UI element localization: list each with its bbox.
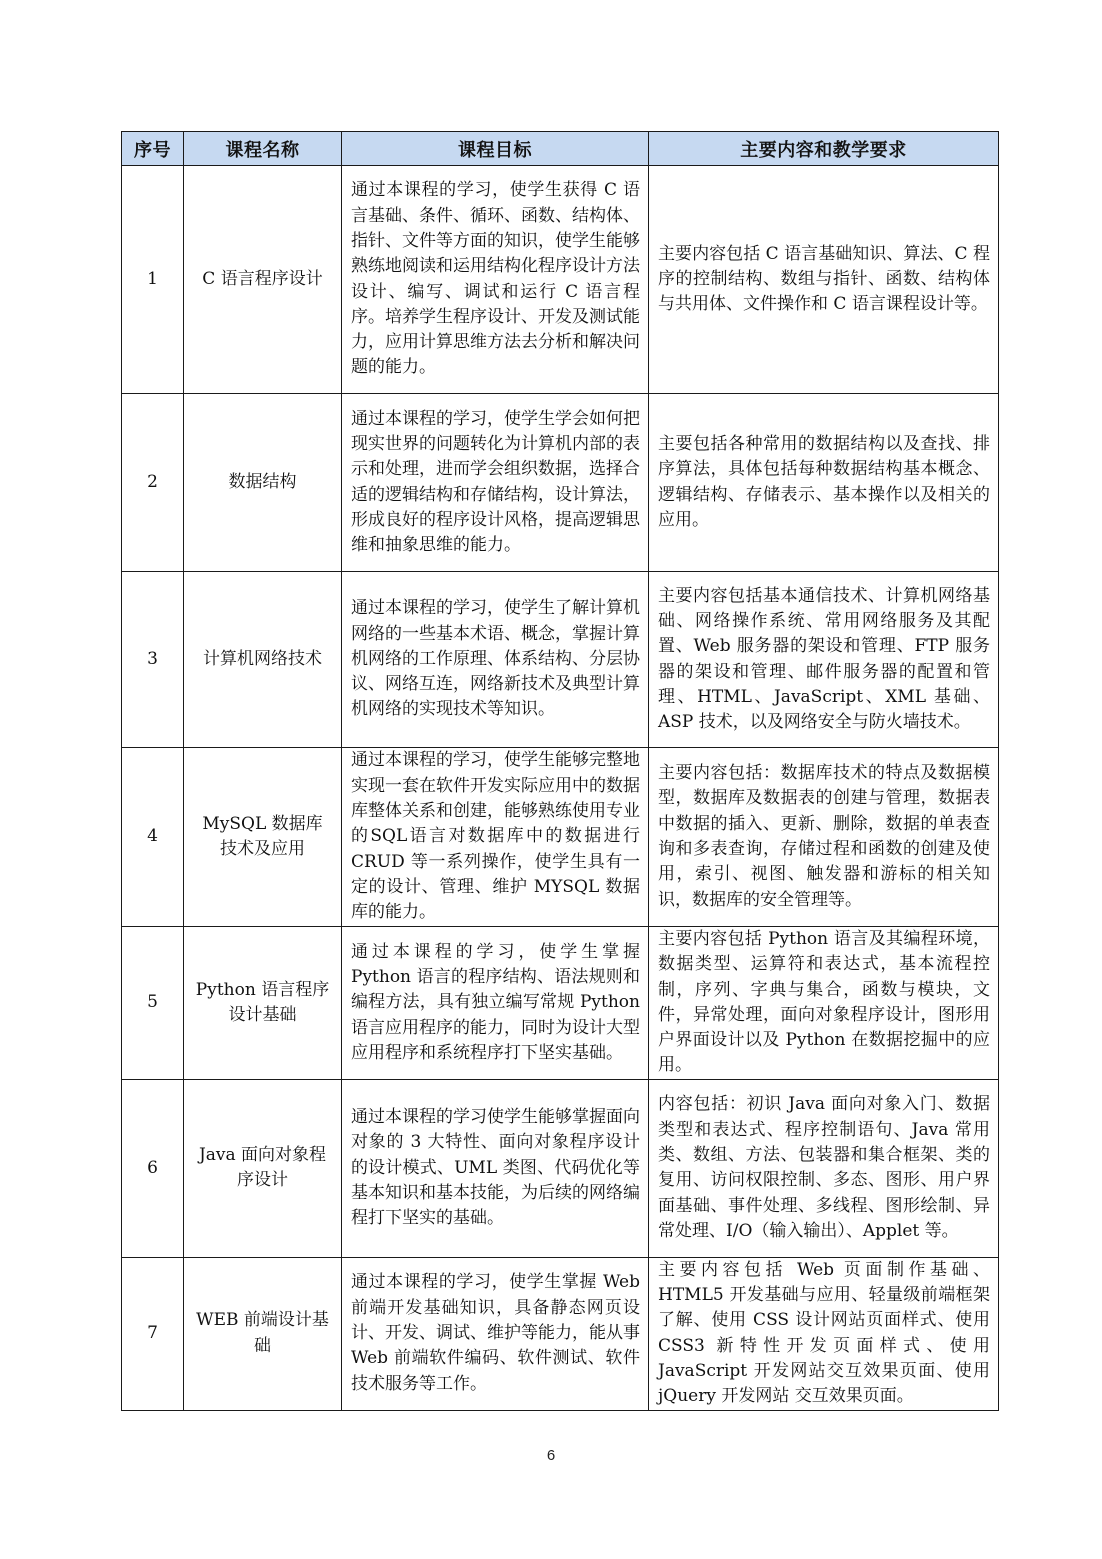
course-goal-text: 通过本课程的学习，使学生能够完整地实现一套在软件开发实际应用中的数据库整体关系和创建，能够熟练使用专业的SQL语言对数据库中的数据进行 CRUD 等一系列操作，使学生具有一定的设计、管理、维护 MYSQL 数据库的能力。 — [351, 750, 640, 923]
table-row — [122, 572, 999, 748]
row-course-goal — [342, 394, 649, 572]
row-course-name — [184, 1079, 342, 1257]
course-content-text: 主要内容包括 C 语言基础知识、算法、C 程序的控制结构、数组与指针、函数、结构体与共用体、文件操作和 C 语言课程设计等。 — [658, 243, 990, 315]
table-row — [122, 748, 999, 927]
row-course-content — [649, 748, 999, 927]
row-course-goal — [342, 166, 649, 394]
course-table — [121, 131, 999, 1411]
page-number: 6 — [546, 1447, 556, 1464]
row-num: 2 — [122, 394, 184, 572]
course-content-text: 主要内容包括基本通信技术、计算机网络基础、网络操作系统、常用网络服务及其配置、Web 服务器的架设和管理、FTP 服务器的架设和管理、邮件服务器的配置和管理、HTML、JavaScript、XML 基础、ASP 技术，以及网络安全与防火墙技术。 — [658, 585, 990, 733]
course-goal-text: 通过本课程的学习，使学生获得 C 语言基础、条件、循环、函数、结构体、指针、文件等方面的知识，使学生能够熟练地阅读和运用结构化程序设计方法设计、编写、调试和运行 C 语言程序。培养学生程序设计、开发及测试能力，应用计算思维方法去分析和解决问题的能力。 — [351, 180, 640, 378]
row-course-name — [184, 394, 342, 572]
row-course-content — [649, 166, 999, 394]
course-content-text: 主要包括各种常用的数据结构以及查找、排序算法，具体包括每种数据结构基本概念、逻辑结构、存储表示、基本操作以及相关的应用。 — [658, 433, 990, 530]
row-course-name — [184, 927, 342, 1080]
row-course-goal — [342, 1079, 649, 1257]
row-course-content — [649, 1079, 999, 1257]
header-course-goal: 课程目标 — [342, 132, 649, 166]
row-num: 7 — [122, 1257, 184, 1410]
header-course-content: 主要内容和教学要求 — [649, 132, 999, 166]
row-course-goal — [342, 748, 649, 927]
row-num: 5 — [122, 927, 184, 1080]
row-num: 6 — [122, 1079, 184, 1257]
course-content-text: 内容包括：初识 Java 面向对象入门、数据类型和表达式、程序控制语句、Java 常用类、数组、方法、包装器和集合框架、类的复用、访问权限控制、多态、图形、用户界面基础、事件处理、多线程、图形绘制、异常处理、I/O（输入输出）、Applet 等。 — [658, 1094, 990, 1241]
table-row — [122, 927, 999, 1080]
course-name-text: Java 面向对象程序设计 — [198, 1144, 327, 1191]
row-num: 3 — [122, 572, 184, 748]
table-row — [122, 1079, 999, 1257]
header-num: 序号 — [122, 132, 184, 166]
course-name-text: 数据结构 — [228, 471, 297, 492]
course-name-text: C 语言程序设计 — [202, 268, 323, 289]
row-course-content — [649, 927, 999, 1080]
header-course-name: 课程名称 — [184, 132, 342, 166]
row-course-goal — [342, 572, 649, 748]
course-name-text: WEB 前端设计基础 — [196, 1310, 329, 1356]
course-content-text: 主要内容包括 Web 页面制作基础、HTML5 开发基础与应用、轻量级前端框架了解、使用 CSS 设计网站页面样式、使用 CSS3 新特性开发页面样式、使用 JavaScript 开发网站交互效果页面、使用 jQuery 开发网站 交互效果页面。 — [658, 1259, 990, 1407]
row-course-content — [649, 572, 999, 748]
table-row — [122, 1257, 999, 1410]
course-goal-text: 通过本课程的学习，使学生学会如何把现实世界的问题转化为计算机内部的表示和处理，进而学会组织数据，选择合适的逻辑结构和存储结构，设计算法，形成良好的程序设计风格，提高逻辑思维和抽象思维的能力。 — [351, 408, 640, 556]
course-name-text: MySQL 数据库技术及应用 — [202, 813, 323, 859]
course-content-text: 主要内容包括 Python 语言及其编程环境，数据类型、运算符和表达式，基本流程控制，序列、字典与集合，函数与模块，文件，异常处理，面向对象程序设计，图形用户界面设计以及 Python 在数据挖掘中的应用。 — [658, 929, 990, 1076]
row-course-goal — [342, 1257, 649, 1410]
row-num: 1 — [122, 166, 184, 394]
course-goal-text: 通过本课程的学习，使学生掌握 Web 前端开发基础知识，具备静态网页设计、开发、调试、维护等能力，能从事 Web 前端软件编码、软件测试、软件技术服务等工作。 — [351, 1272, 640, 1394]
table-row — [122, 394, 999, 572]
course-goal-text: 通过本课程的学习使学生能够掌握面向对象的 3 大特性、面向对象程序设计的设计模式、UML 类图、代码优化等基本知识和基本技能，为后续的网络编程打下坚实的基础。 — [351, 1107, 640, 1229]
course-name-text: 计算机网络技术 — [203, 648, 322, 669]
row-course-name — [184, 166, 342, 394]
table-header-row — [122, 132, 999, 166]
row-course-name — [184, 748, 342, 927]
course-name-text: Python 语言程序设计基础 — [195, 979, 330, 1025]
table-row — [122, 166, 999, 394]
course-content-text: 主要内容包括：数据库技术的特点及数据模型，数据库及数据表的创建与管理，数据表中数据的插入、更新、删除，数据的单表查询和多表查询，存储过程和函数的创建及使用，索引、视图、触发器和游标的相关知识，数据库的安全管理等。 — [658, 763, 990, 910]
row-num: 4 — [122, 748, 184, 927]
row-course-name — [184, 1257, 342, 1410]
course-goal-text: 通过本课程的学习，使学生掌握 Python 语言的程序结构、语法规则和编程方法，具有独立编写常规 Python 语言应用程序的能力，同时为设计大型应用程序和系统程序打下坚实基础。 — [351, 941, 640, 1063]
row-course-content — [649, 394, 999, 572]
course-goal-text: 通过本课程的学习，使学生了解计算机网络的一些基本术语、概念，掌握计算机网络的工作原理、体系结构、分层协议、网络互连，网络新技术及典型计算机网络的实现技术等知识。 — [351, 598, 640, 720]
row-course-name — [184, 572, 342, 748]
row-course-goal — [342, 927, 649, 1080]
row-course-content — [649, 1257, 999, 1410]
